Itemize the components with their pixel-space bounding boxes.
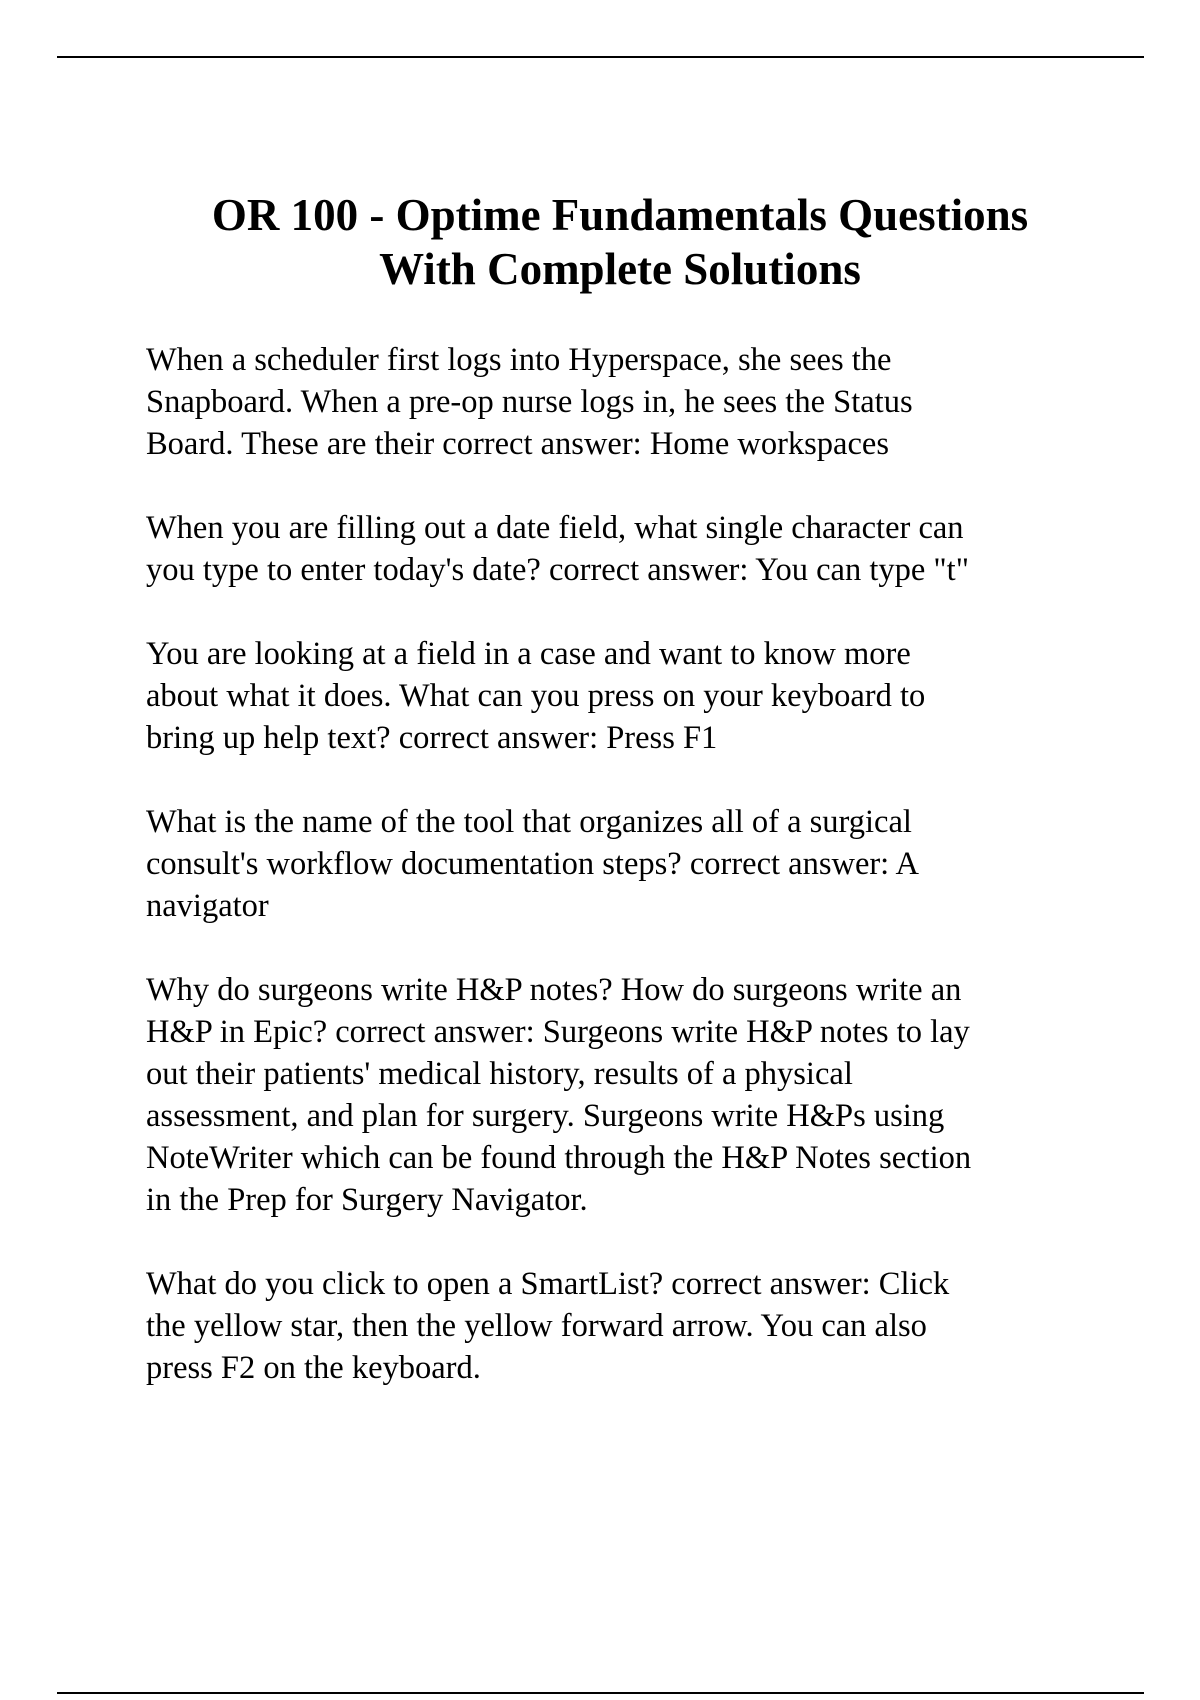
qa-item-home-workspaces xyxy=(146,339,1146,465)
qa-line: NoteWriter which can be found through the H&P Notes section xyxy=(146,1140,972,1176)
qa-line: When a scheduler first logs into Hyperspace, she sees the xyxy=(146,342,892,378)
qa-item-help-text xyxy=(146,633,1146,759)
qa-line: you type to enter today's date? correct answer: You can type "t" xyxy=(146,552,969,588)
qa-line: the yellow star, then the yellow forward arrow. You can also xyxy=(146,1308,927,1344)
title-line: OR 100 - Optime Fundamentals Questions xyxy=(211,190,1029,240)
qa-line: press F2 on the keyboard. xyxy=(146,1350,481,1386)
top-divider xyxy=(57,56,1144,58)
qa-line: Snapboard. When a pre-op nurse logs in, he sees the Status xyxy=(146,384,913,420)
qa-line: consult's workflow documentation steps? correct answer: A xyxy=(146,846,920,882)
qa-item-smartlist xyxy=(146,1263,1146,1389)
qa-line: in the Prep for Surgery Navigator. xyxy=(146,1182,588,1218)
bottom-divider xyxy=(57,1692,1144,1694)
qa-line: What is the name of the tool that organizes all of a surgical xyxy=(146,804,912,840)
qa-list xyxy=(146,339,1146,1431)
qa-line: out their patients' medical history, results of a physical xyxy=(146,1056,853,1092)
qa-item-date-field xyxy=(146,507,1146,591)
qa-line: bring up help text? correct answer: Press F1 xyxy=(146,720,718,756)
qa-line: navigator xyxy=(146,888,269,924)
document-title xyxy=(100,188,1140,296)
qa-line: about what it does. What can you press on your keyboard to xyxy=(146,678,926,714)
qa-item-navigator xyxy=(146,801,1146,927)
title-line: With Complete Solutions xyxy=(379,244,861,294)
qa-line: What do you click to open a SmartList? correct answer: Click xyxy=(146,1266,950,1302)
qa-line: You are looking at a field in a case and want to know more xyxy=(146,636,911,672)
qa-line: When you are filling out a date field, what single character can xyxy=(146,510,964,546)
qa-line: H&P in Epic? correct answer: Surgeons write H&P notes to lay xyxy=(146,1014,970,1050)
qa-line: Board. These are their correct answer: Home workspaces xyxy=(146,426,889,462)
qa-item-hp-notes xyxy=(146,969,1146,1221)
qa-line: Why do surgeons write H&P notes? How do surgeons write an xyxy=(146,972,962,1008)
qa-line: assessment, and plan for surgery. Surgeons write H&Ps using xyxy=(146,1098,945,1134)
